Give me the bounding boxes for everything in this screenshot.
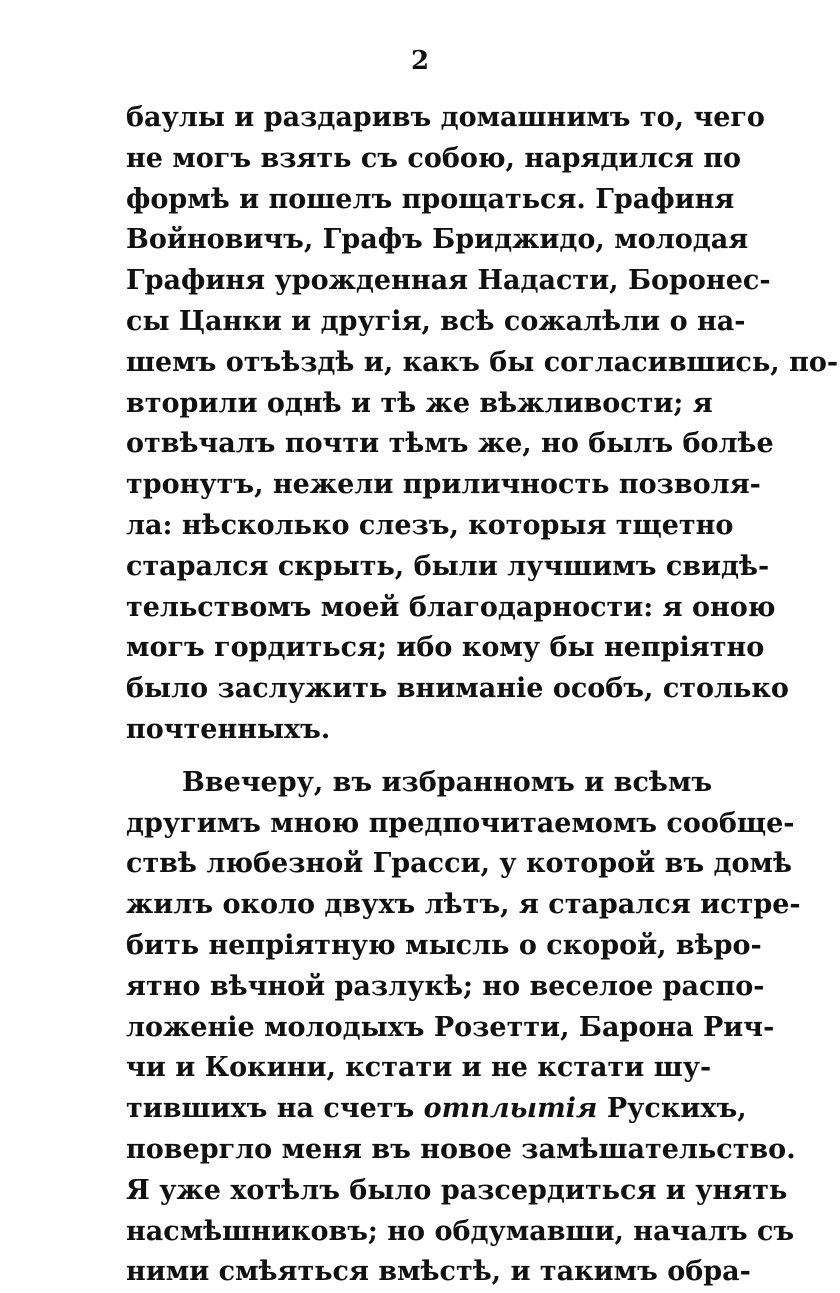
text-line: ложеніе молодыхъ Розетти, Барона Рич- xyxy=(126,1011,775,1043)
text-fragment: тившихъ на счетъ xyxy=(126,1093,415,1125)
text-line: тельствомъ моей благодарности: я оною xyxy=(126,591,776,623)
text-line: было заслужить вниманіе особъ, столько xyxy=(126,673,789,705)
text-line: старался скрыть, были лучшимъ свидѣ- xyxy=(126,550,770,582)
text-line: формѣ и пошелъ прощаться. Графиня xyxy=(126,183,735,215)
text-line: чи и Кокини, кстати и не кстати шу- xyxy=(126,1052,712,1084)
text-line: Ввечеру, въ избранномъ и всѣмъ xyxy=(182,766,713,798)
text-line-with-italic xyxy=(126,1089,747,1130)
text-line: сы Цанки и другія, всѣ сожалѣли о на- xyxy=(126,305,746,337)
text-line: Я уже хотѣлъ было разсердиться и унять xyxy=(126,1174,788,1206)
text-line: могъ гордиться; ибо кому бы непріятно xyxy=(126,632,765,664)
text-line: баулы и раздаривъ домашнимъ то, чего xyxy=(126,102,765,133)
text-line: бить непріятную мысль о скорой, вѣро- xyxy=(126,929,762,961)
text-line: другимъ мною предпочитаемомъ сообще- xyxy=(126,807,795,839)
text-line: почтенныхъ. xyxy=(126,713,331,745)
text-fragment: Рускихъ, xyxy=(606,1093,747,1125)
text-line: насмѣшниковъ; но обдумавши, началъ съ xyxy=(126,1215,795,1247)
text-line: тронутъ, нежели приличность позволя- xyxy=(126,469,761,501)
page-number: 2 xyxy=(410,46,430,76)
text-line: ствѣ любезной Грасси, у которой въ домѣ xyxy=(126,848,792,880)
paragraph-gap xyxy=(126,751,706,763)
text-line: Графиня урожденная Надасти, Боронес- xyxy=(126,265,771,297)
italic-word: отплытія xyxy=(423,1093,598,1125)
text-line: жилъ около двухъ лѣтъ, я старался истре- xyxy=(126,889,801,921)
text-line: ними смѣяться вмѣстѣ, и такимъ обра- xyxy=(126,1256,751,1288)
text-line: вторили однѣ и тѣ же вѣжливости; я xyxy=(126,387,713,419)
text-line: шемъ отъѣздѣ и, какъ бы согласившись, по- xyxy=(126,346,839,378)
text-line: не могъ взять съ собою, нарядился по xyxy=(126,142,742,174)
body-text xyxy=(126,98,839,1293)
text-line: повергло меня въ новое замѣшательство. xyxy=(126,1133,796,1165)
text-line: ятно вѣчной разлукѣ; но веселое распо- xyxy=(126,970,765,1002)
text-line: ла: нѣсколько слезъ, которыя тщетно xyxy=(126,509,734,541)
text-line: отвѣчалъ почти тѣмъ же, но былъ болѣе xyxy=(126,428,774,460)
text-line: Войновичъ, Графъ Бриджидо, молодая xyxy=(126,224,749,256)
